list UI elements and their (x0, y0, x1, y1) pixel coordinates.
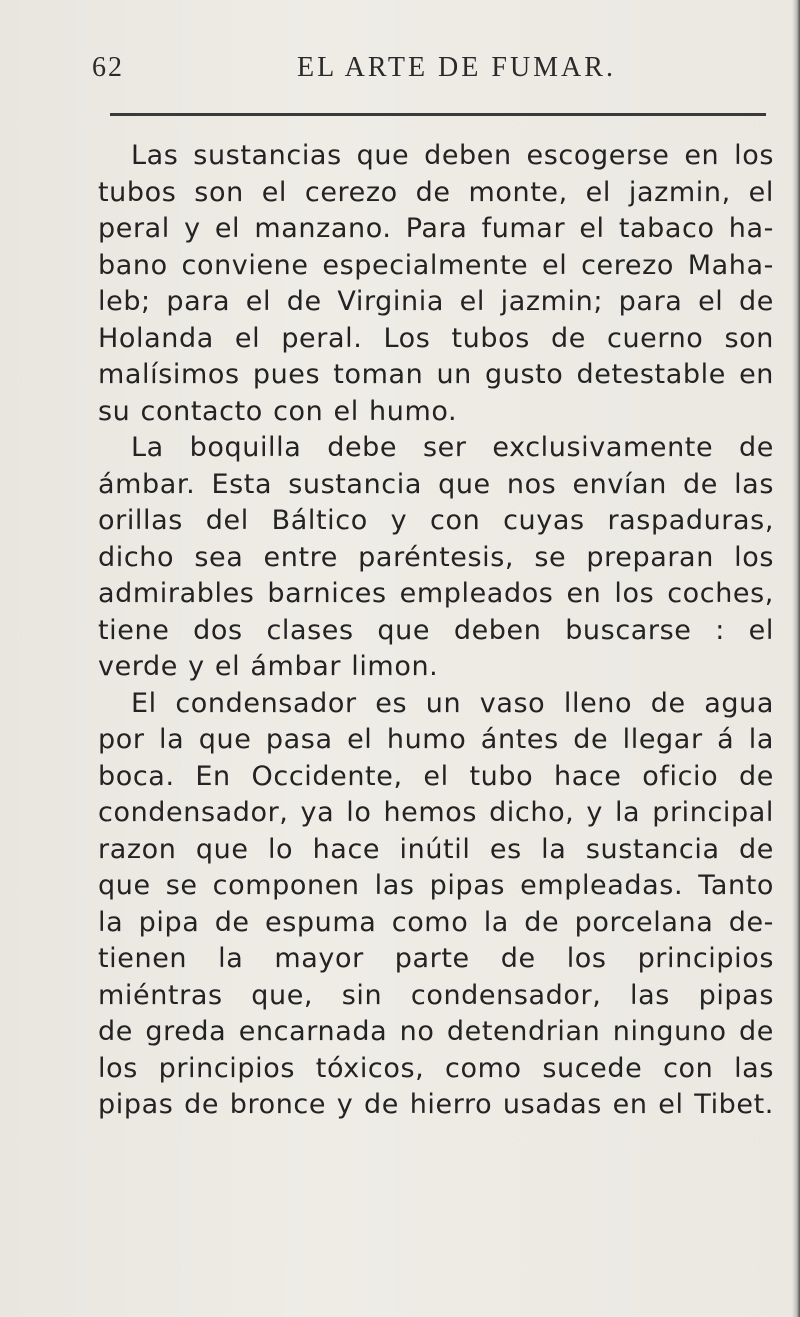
paragraph-1-line-6: Holanda el peral. Los tubos de cuerno son (98, 322, 774, 354)
paragraph-1-line-4: bano conviene especialmente el cerezo Maha- (98, 249, 774, 281)
paragraph-3-line-5: razon que lo hace inútil es la sustancia de (98, 833, 774, 865)
paragraph-3-line-9: miéntras que, sin condensador, las pipas (98, 979, 774, 1011)
paragraph-3-line-8: tienen la mayor parte de los principios (98, 943, 774, 974)
page-header (92, 52, 792, 92)
header-rule (110, 113, 766, 116)
paragraph-3-line-11: los principios tóxicos, como sucede con las (98, 1052, 774, 1084)
paragraph-3-line-1: El condensador es un vaso lleno de agua (131, 687, 774, 719)
paragraph-3-line-7: la pipa de espuma como la de porcelana de- (98, 906, 774, 938)
running-title: EL ARTE DE FUMAR. (297, 52, 616, 83)
paragraph-1-line-5: leb; para el de Virginia el jazmin; para el de (98, 286, 774, 317)
paragraph-3-line-3: boca. En Occidente, el tubo hace oficio de (98, 760, 774, 792)
paragraph-1-line-7: malísimos pues toman un gusto detestable en (98, 359, 774, 390)
paragraph-1-line-2: tubos son el cerezo de monte, el jazmin, el (98, 176, 774, 208)
paragraph-2-line-1: La boquilla debe ser exclusivamente de (131, 432, 774, 463)
paragraph-2-line-4: dicho sea entre paréntesis, se preparan los (98, 541, 774, 573)
paragraph-2-line-2: ámbar. Esta sustancia que nos envían de las (98, 468, 774, 500)
paragraph-2-line-3: orillas del Báltico y con cuyas raspaduras, (98, 505, 774, 536)
body-text (98, 138, 774, 1124)
paragraph-1-line-8: su contacto con el humo. (98, 395, 458, 427)
paragraph-2-line-7: verde y el ámbar limon. (98, 651, 439, 682)
paragraph-3-line-4: condensador, ya lo hemos dicho, y la principal (98, 797, 774, 828)
page-edge-shadow (792, 0, 800, 1317)
paragraph-3-line-12: pipas de bronce y de hierro usadas en el Tibet. (98, 1089, 774, 1120)
paragraph-3-line-10: de greda encarnada no detendrian ninguno de (98, 1016, 774, 1047)
paragraph-1-line-3: peral y el manzano. Para fumar el tabaco ha- (98, 213, 774, 244)
paragraph-2-line-5: admirables barnices empleados en los coches, (98, 578, 774, 609)
paragraph-1-line-1: Las sustancias que deben escogerse en los (131, 140, 774, 171)
paragraph-2-line-6: tiene dos clases que deben buscarse : el (98, 614, 774, 646)
paragraph-3-line-6: que se componen las pipas empleadas. Tanto (98, 870, 774, 901)
page-number: 62 (92, 52, 124, 83)
paragraph-3-line-2: por la que pasa el humo ántes de llegar á la (98, 724, 774, 755)
